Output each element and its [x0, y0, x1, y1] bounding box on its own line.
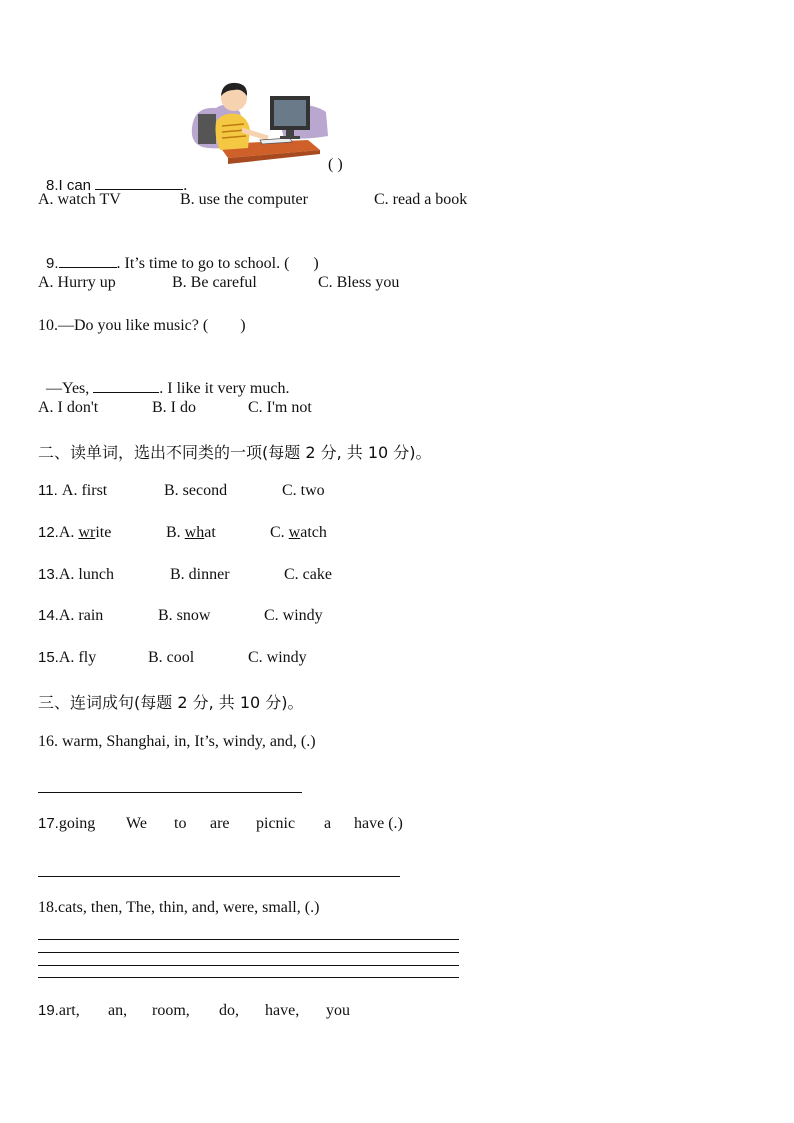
answer-blank	[59, 253, 117, 268]
question-12: 12.A. write	[38, 524, 112, 541]
answer-line	[38, 792, 302, 793]
answer-line-1	[38, 939, 459, 940]
question-12-option-c: C. watch	[270, 524, 327, 541]
question-17-word-3: to	[174, 815, 187, 832]
question-11: 11. A. first	[38, 482, 108, 499]
question-14-option-b: B. snow	[158, 607, 211, 624]
question-10-option-a: A. I don't	[38, 399, 99, 416]
answer-line-3	[38, 965, 459, 966]
question-9-stem: 9. . It’s time to go to school. ( )	[46, 255, 319, 272]
question-10-line-2: —Yes, . I like it very much.	[46, 380, 290, 397]
question-19-word-4: do,	[219, 1002, 239, 1019]
question-15-option-c: C. windy	[248, 649, 307, 666]
answer-blank	[95, 175, 183, 190]
question-8-stem: 8.I can .	[46, 177, 188, 194]
question-17-word-1: 17.going	[38, 815, 96, 832]
question-10-option-b: B. I do	[152, 399, 196, 416]
question-11-option-b: B. second	[164, 482, 228, 499]
boy-computer-illustration	[188, 78, 330, 168]
question-15: 15.A. fly	[38, 649, 97, 666]
question-19-word-5: have,	[265, 1002, 300, 1019]
question-19-word-3: room,	[152, 1002, 190, 1019]
question-8-option-c: C. read a book	[374, 191, 468, 208]
question-13: 13.A. lunch	[38, 566, 114, 583]
question-17-word-5: picnic	[256, 815, 296, 832]
question-17-word-6: a	[324, 815, 332, 832]
question-19-word-2: an,	[108, 1002, 128, 1019]
answer-line	[38, 876, 400, 877]
question-10-option-c: C. I'm not	[248, 399, 312, 416]
question-8-option-b: B. use the computer	[180, 191, 308, 208]
question-14-option-c: C. windy	[264, 607, 323, 624]
question-17-word-7: have (.)	[354, 815, 403, 832]
question-11-option-c: C. two	[282, 482, 325, 499]
answer-blank	[93, 378, 159, 393]
question-19-word-1: 19.art,	[38, 1002, 80, 1019]
question-13-option-b: B. dinner	[170, 566, 230, 583]
section-3-heading: 三、连词成句(每题 2 分, 共 10 分)。	[38, 693, 304, 712]
question-8-option-a: A. watch TV	[38, 191, 121, 208]
question-13-option-c: C. cake	[284, 566, 332, 583]
question-8-answer-paren: ( )	[328, 156, 343, 173]
answer-line-2	[38, 952, 459, 953]
question-9-option-b: B. Be careful	[172, 274, 257, 291]
question-12-option-b: B. what	[166, 524, 216, 541]
question-9-option-a: A. Hurry up	[38, 274, 116, 291]
question-17-word-4: are	[210, 815, 230, 832]
question-9-option-c: C. Bless you	[318, 274, 400, 291]
question-16: 16. warm, Shanghai, in, It’s, windy, and, (.)	[38, 733, 316, 750]
question-14: 14.A. rain	[38, 607, 104, 624]
question-15-option-b: B. cool	[148, 649, 195, 666]
question-10-line-1: 10.—Do you like music? ( )	[38, 317, 246, 334]
question-19-word-6: you	[326, 1002, 350, 1019]
section-2-heading: 二、读单词，选出不同类的一项(每题 2 分, 共 10 分)。	[38, 443, 432, 462]
question-17-word-2: We	[126, 815, 147, 832]
question-18: 18.cats, then, The, thin, and, were, small, (.)	[38, 899, 320, 916]
answer-line-4	[38, 977, 459, 978]
